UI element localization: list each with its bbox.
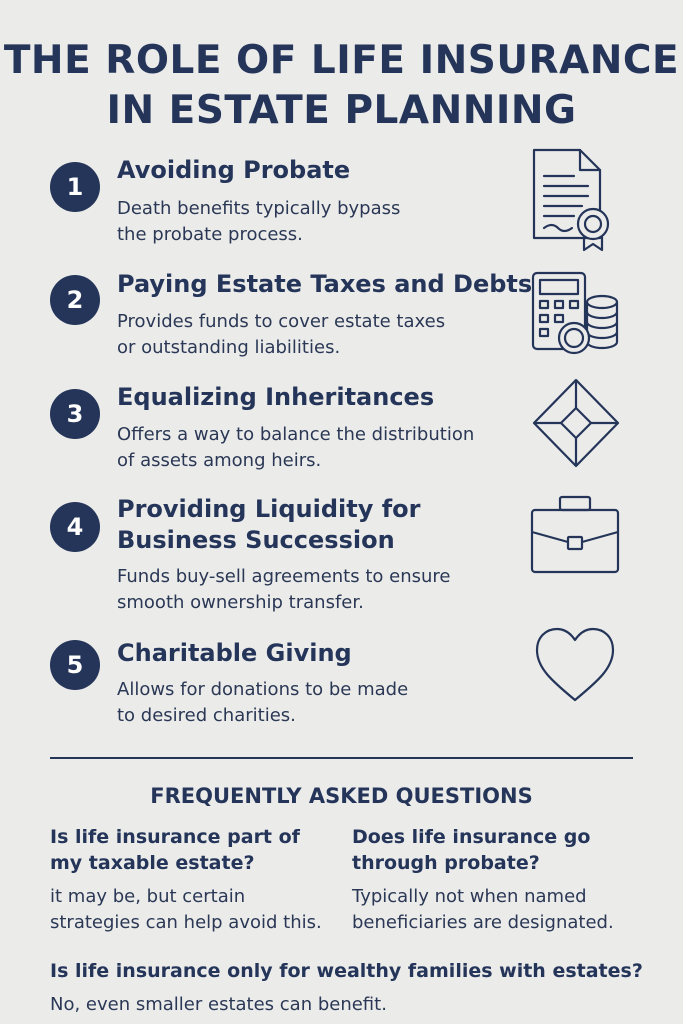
faq-question-2: Does life insurance go through probate?	[352, 826, 591, 874]
number-badge: 3	[50, 389, 100, 439]
item-title: Providing Liquidity for Business Succession	[117, 495, 421, 554]
faq-question-1: Is life insurance part of my taxable estate?	[50, 826, 300, 874]
section-divider	[50, 757, 633, 759]
calculator-coins-icon	[530, 270, 620, 356]
diamond-icon	[530, 378, 622, 468]
item-description: Death benefits typically bypass the probate process.	[117, 198, 401, 245]
item-description: Allows for donations to be made to desired charities.	[117, 679, 409, 726]
number-badge: 2	[50, 275, 100, 325]
title-line-1: THE ROLE OF LIFE INSURANCE	[3, 38, 680, 83]
faq-answer-2: Typically not when named beneficiaries are designated.	[352, 886, 614, 933]
item-title: Paying Estate Taxes and Debts	[117, 270, 533, 298]
briefcase-icon	[530, 494, 620, 576]
document-certificate-icon	[530, 148, 614, 252]
page-title	[0, 36, 683, 136]
item-title: Charitable Giving	[117, 639, 352, 667]
faq-answer-1: it may be, but certain strategies can help avoid this.	[50, 886, 322, 933]
number-badge: 1	[50, 162, 100, 212]
item-description: Funds buy-sell agreements to ensure smooth ownership transfer.	[117, 566, 451, 613]
number-badge: 5	[50, 640, 100, 690]
item-title: Avoiding Probate	[117, 156, 351, 184]
item-description: Provides funds to cover estate taxes or outstanding liabilities.	[117, 311, 446, 358]
item-title: Equalizing Inheritances	[117, 383, 435, 411]
heart-icon	[534, 626, 616, 704]
title-line-2: IN ESTATE PLANNING	[106, 88, 577, 133]
faq-question-3: Is life insurance only for wealthy families with estates?	[50, 960, 643, 982]
faq-answer-3: No, even smaller estates can benefit.	[50, 994, 387, 1015]
faq-heading: FREQUENTLY ASKED QUESTIONS	[150, 784, 533, 808]
number-badge: 4	[50, 502, 100, 552]
item-description: Offers a way to balance the distribution of assets among heirs.	[117, 424, 475, 471]
